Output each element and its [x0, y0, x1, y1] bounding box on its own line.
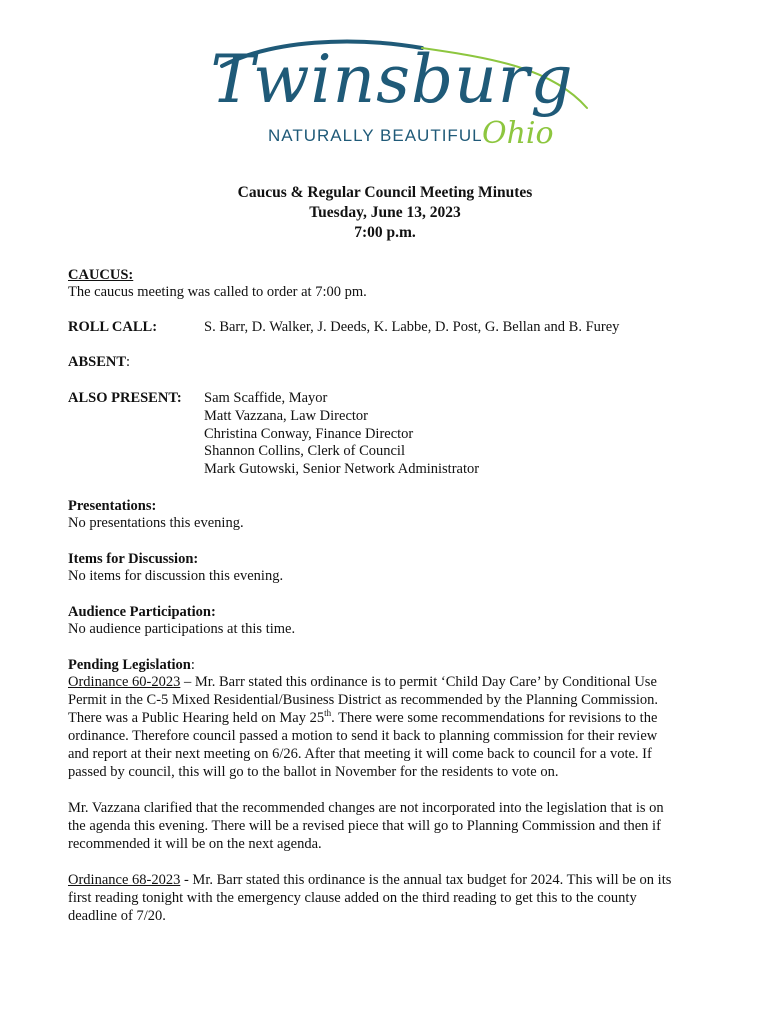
vazzana-line: Mr. Vazzana clarified that the recommended changes are not incorporated into the legislation that is on — [68, 800, 664, 816]
presentations-text: No presentations this evening. — [68, 515, 244, 531]
caucus-heading: CAUCUS: — [68, 267, 134, 283]
meeting-date: Tuesday, June 13, 2023 — [309, 204, 461, 221]
ord2-line: deadline of 7/20. — [68, 908, 166, 924]
pending-heading: Pending Legislation — [68, 657, 191, 673]
ordinal-suffix: th — [324, 708, 332, 719]
ord1-line: and report at their next meeting on 6/26. After that meeting it will come back to council for a vote. If — [68, 746, 652, 762]
ordinance-60-2023-number: Ordinance 60-2023 — [68, 674, 181, 690]
ord1-line — [68, 673, 657, 691]
present-person: Sam Scaffide, Mayor — [204, 390, 328, 406]
ord1-text: – Mr. Barr stated this ordinance is to permit ‘Child Day Care’ by Conditional Use — [180, 674, 657, 690]
present-person: Christina Conway, Finance Director — [204, 426, 414, 442]
twinsburg-logo — [192, 38, 592, 158]
pending-colon: : — [190, 657, 195, 673]
audience-heading: Audience Participation: — [68, 604, 216, 620]
discussion-heading: Items for Discussion: — [68, 551, 199, 567]
logo-tagline: NATURALLY BEAUTIFUL — [268, 126, 483, 145]
meeting-time: 7:00 p.m. — [354, 224, 416, 241]
ordinance-68-2023-number: Ordinance 68-2023 — [68, 872, 181, 888]
caucus-text: The caucus meeting was called to order at 7:00 pm. — [68, 284, 367, 300]
absent-colon: : — [126, 354, 131, 370]
present-person: Mark Gutowski, Senior Network Administrator — [204, 461, 480, 477]
ord1-line: ordinance. Therefore council passed a motion to send it back to planning commission for their review — [68, 728, 658, 744]
logo-script: Twinsburg — [210, 41, 574, 118]
absent-line — [68, 353, 130, 371]
ord2-line — [68, 871, 671, 889]
document-title: Caucus & Regular Council Meeting Minutes — [237, 184, 533, 201]
ord2-text: - Mr. Barr stated this ordinance is the annual tax budget for 2024. This will be on its — [180, 872, 672, 888]
ord1-text: . There were some recommendations for revisions to the — [331, 710, 658, 726]
absent-label: ABSENT — [68, 354, 127, 370]
discussion-text: No items for discussion this evening. — [68, 568, 284, 584]
ord1-line — [68, 709, 657, 727]
ord2-line: first reading tonight with the emergency clause added on the third reading to get this to the county — [68, 890, 637, 906]
vazzana-line: the agenda this evening. There will be a revised piece that will go to Planning Commission and then if — [68, 818, 661, 834]
ord1-line: passed by council, this will go to the ballot in November for the residents to vote on. — [68, 764, 559, 780]
roll-call-label: ROLL CALL: — [68, 319, 158, 335]
pending-heading-line — [68, 656, 195, 674]
audience-text: No audience participations at this time. — [68, 621, 296, 637]
also-present-label: ALSO PRESENT: — [68, 390, 182, 406]
presentations-heading: Presentations: — [68, 498, 157, 514]
present-person: Matt Vazzana, Law Director — [204, 408, 368, 424]
roll-call-value: S. Barr, D. Walker, J. Deeds, K. Labbe, D. Post, G. Bellan and B. Furey — [204, 319, 620, 335]
logo-state: Ohio — [482, 116, 554, 151]
ord1-text: There was a Public Hearing held on May 25 — [68, 710, 325, 726]
ord1-line: Permit in the C-5 Mixed Residential/Business District as recommended by the Planning Commission. — [68, 692, 659, 708]
vazzana-line: recommended it will be on the next agenda. — [68, 836, 322, 852]
present-person: Shannon Collins, Clerk of Council — [204, 443, 405, 459]
